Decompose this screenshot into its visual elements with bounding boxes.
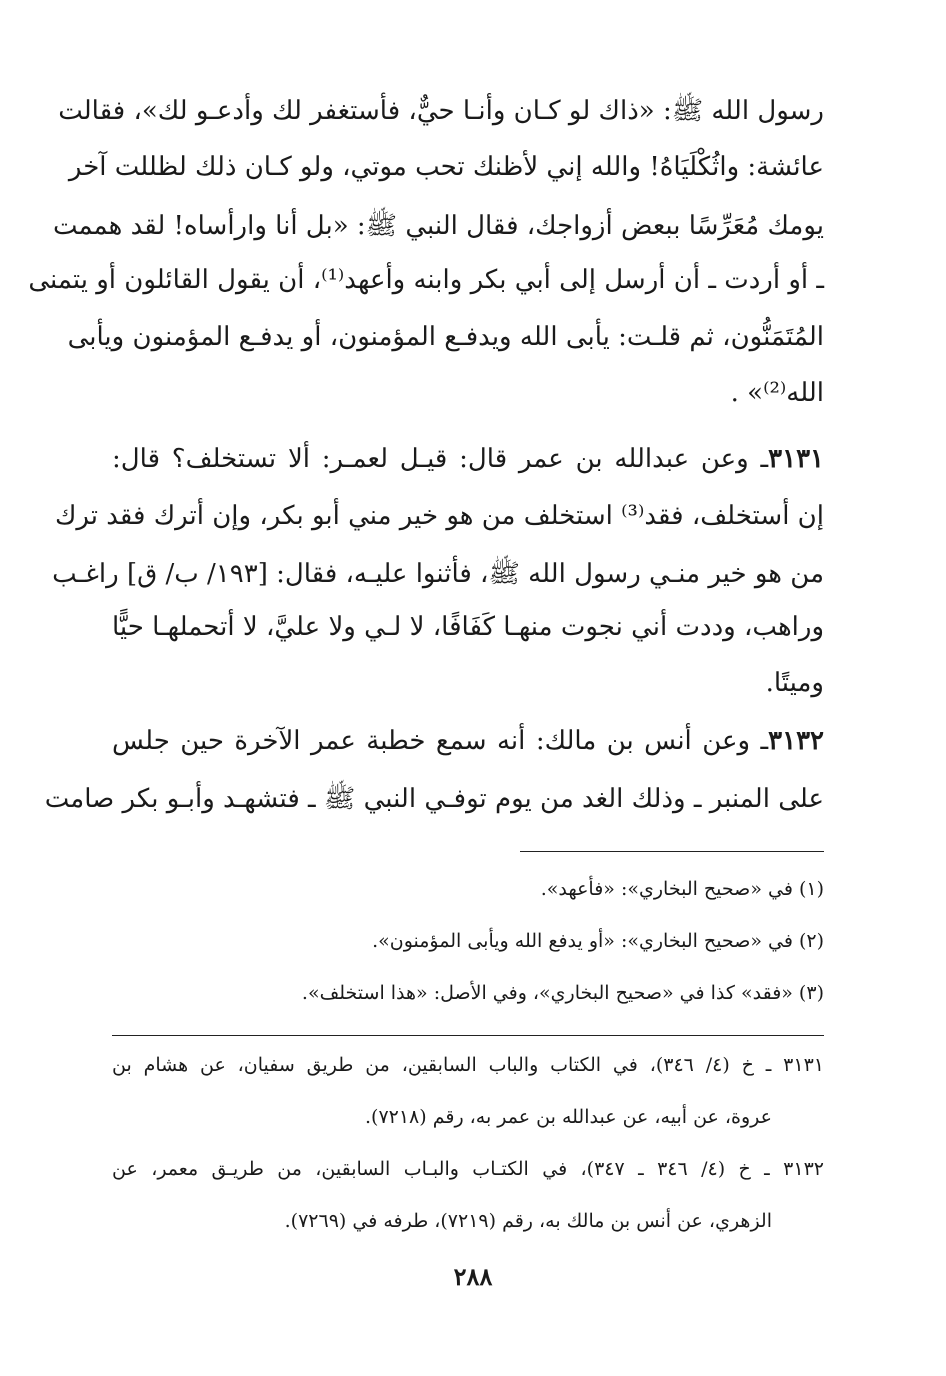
text-line: المُتَمَنُّون، ثم قلـت: يأبى الله ويدفـع المؤمنون، أو يدفـع المؤمنون ويأبى — [67, 322, 824, 352]
text-line: يومك مُعَرِّسًا ببعض أزواجك، فقال النبي ﷺ: «بل أنا وارأساه! لقد هممت — [53, 211, 824, 241]
source-line: ٣١٣١ ـ خ (٤/ ٣٤٦)، في الكتاب والباب السابقين، من طريق سفيان، عن هشام بن — [112, 1054, 824, 1076]
text-line: الله⁽²⁾» . — [730, 378, 824, 408]
footnote-divider — [520, 851, 824, 852]
text-line: إن أستخلف، فقد⁽³⁾ استخلف من هو خير مني أبو بكر، وإن أترك فقد ترك — [54, 501, 824, 531]
text-line: ـ أو أردت ـ أن أرسل إلى أبي بكر وابنه وأعهد⁽¹⁾، أن يقول القائلون أو يتمنى — [28, 265, 824, 295]
sources-divider — [112, 1035, 824, 1036]
text-line: وميتًا. — [765, 668, 824, 698]
text-line: على المنبر ـ وذلك الغد من يوم توفـي النبي ﷺ ـ فتشهـد وأبـو بكر صامت — [44, 784, 824, 814]
hadith-3131-heading-line — [112, 444, 824, 484]
source-line: ٣١٣٢ ـ خ (٤/ ٣٤٦ ـ ٣٤٧)، في الكتـاب والبـاب السابقين، من طريـق معمر، عن — [112, 1158, 824, 1180]
source-line: عروة، عن أبيه، عن عبدالله بن عمر به، رقم (٧٢١٨). — [364, 1106, 772, 1128]
text-line: عائشة: واثُكْلَيَاهُ! والله إني لأظنك تحب موتي، ولو كـان ذلك لظللت آخر — [68, 152, 824, 182]
text-segment: ـ وعن عبدالله بن عمر قال: قيـل لعمـر: ألا تستخلف؟ قال: — [112, 444, 769, 474]
footnote-2: (٢) في «صحيح البخاري»: «أو يدفع الله ويأبى المؤمنون». — [372, 930, 824, 952]
hadith-number: ٣١٣٢ — [768, 726, 824, 756]
hadith-3132-heading-line — [112, 726, 824, 766]
footnote-3: (٣) «فقد» كذا في «صحيح البخاري»، وفي الأصل: «هذا استخلف». — [301, 982, 824, 1004]
source-line: الزهري، عن أنس بن مالك به، رقم (٧٢١٩)، طرفه في (٧٢٦٩). — [284, 1210, 772, 1232]
text-line: وراهب، وددت أني نجوت منهـا كَفَافًا، لا لـي ولا عليَّ، لا أتحملهـا حيًّا — [112, 612, 824, 642]
text-line: من هو خير منـي رسول الله ﷺ، فأثنوا عليـه، فقال: [١٩٣/ ب/ ق] راغـب — [52, 559, 824, 589]
text-line: رسول الله ﷺ: «ذاك لو كـان وأنـا حيٌّ، فأستغفر لك وأدعـو لك»، فقالت — [58, 96, 824, 126]
page-number: ٢٨٨ — [453, 1262, 493, 1291]
text-segment: ـ وعن أنس بن مالك: أنه سمع خطبة عمر الآخرة حين جلس — [112, 726, 769, 756]
footnote-1: (١) في «صحيح البخاري»: «فأعهد». — [540, 878, 824, 900]
hadith-number: ٣١٣١ — [768, 444, 824, 474]
